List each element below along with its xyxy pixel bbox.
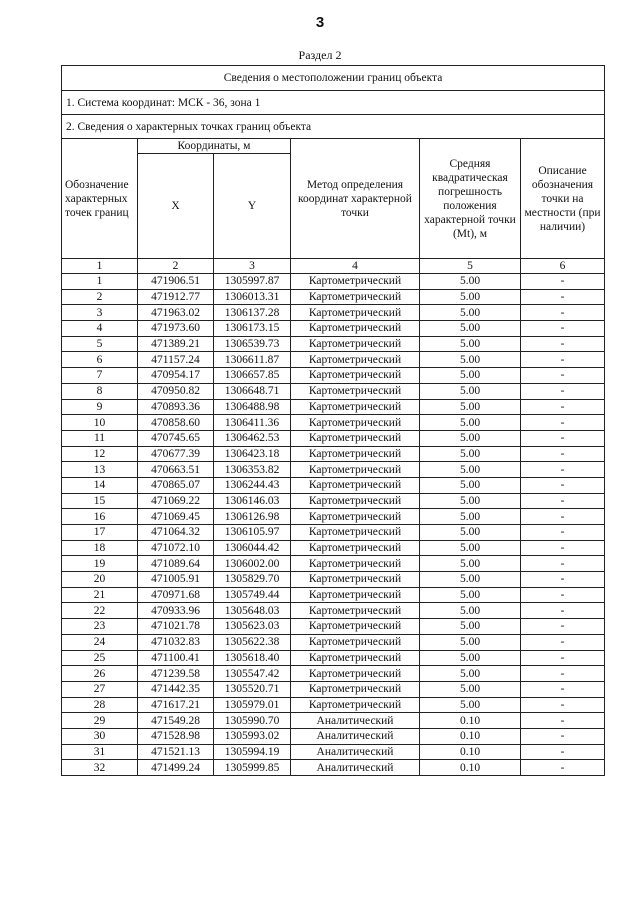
- method: Аналитический: [291, 760, 420, 776]
- error-value: 5.00: [420, 383, 521, 399]
- table-row: [62, 399, 605, 415]
- table-row: [62, 525, 605, 541]
- error-value: 5.00: [420, 540, 521, 556]
- coord-y: 1305547.42: [214, 666, 291, 682]
- description: -: [521, 321, 605, 337]
- coord-y: 1306648.71: [214, 383, 291, 399]
- coord-y: 1306411.36: [214, 415, 291, 431]
- point-number: 10: [62, 415, 138, 431]
- coord-x: 470677.39: [138, 446, 214, 462]
- points-section-heading: 2. Сведения о характерных точках границ объекта: [62, 115, 605, 139]
- method: Картометрический: [291, 697, 420, 713]
- table-row: [62, 681, 605, 697]
- error-value: 5.00: [420, 572, 521, 588]
- method: Картометрический: [291, 289, 420, 305]
- point-number: 8: [62, 383, 138, 399]
- table-row: [62, 336, 605, 352]
- method: Аналитический: [291, 744, 420, 760]
- method: Аналитический: [291, 728, 420, 744]
- point-number: 28: [62, 697, 138, 713]
- error-value: 5.00: [420, 430, 521, 446]
- description: -: [521, 587, 605, 603]
- column-number: 4: [291, 259, 420, 274]
- error-value: 5.00: [420, 446, 521, 462]
- method: Картометрический: [291, 572, 420, 588]
- point-number: 29: [62, 713, 138, 729]
- coord-y: 1306539.73: [214, 336, 291, 352]
- coord-x: 471973.60: [138, 321, 214, 337]
- coord-y: 1306002.00: [214, 556, 291, 572]
- description: -: [521, 650, 605, 666]
- error-value: 5.00: [420, 305, 521, 321]
- point-number: 2: [62, 289, 138, 305]
- method: Картометрический: [291, 540, 420, 556]
- coord-x: 471521.13: [138, 744, 214, 760]
- method: Картометрический: [291, 556, 420, 572]
- error-value: 5.00: [420, 697, 521, 713]
- coord-y: 1305999.85: [214, 760, 291, 776]
- description: -: [521, 540, 605, 556]
- column-number: 6: [521, 259, 605, 274]
- point-number: 32: [62, 760, 138, 776]
- table-row: [62, 744, 605, 760]
- coord-y: 1305749.44: [214, 587, 291, 603]
- table-row: [62, 572, 605, 588]
- point-number: 3: [62, 305, 138, 321]
- coord-y: 1306488.98: [214, 399, 291, 415]
- method: Картометрический: [291, 650, 420, 666]
- coord-y: 1306013.31: [214, 289, 291, 305]
- table-row: [62, 415, 605, 431]
- column-number: 3: [214, 259, 291, 274]
- coord-x: 471089.64: [138, 556, 214, 572]
- coord-x: 470933.96: [138, 603, 214, 619]
- description: -: [521, 289, 605, 305]
- coord-x: 470745.65: [138, 430, 214, 446]
- description: -: [521, 572, 605, 588]
- table-row: [62, 493, 605, 509]
- coord-y: 1306173.15: [214, 321, 291, 337]
- point-number: 18: [62, 540, 138, 556]
- coord-x: 470858.60: [138, 415, 214, 431]
- point-number: 21: [62, 587, 138, 603]
- coord-x: 470663.51: [138, 462, 214, 478]
- boundary-points-table: [61, 65, 605, 776]
- table-row: [62, 305, 605, 321]
- error-value: 0.10: [420, 744, 521, 760]
- header-description: Описание обозначения точки на местности (при наличии): [521, 139, 605, 259]
- description: -: [521, 477, 605, 493]
- coord-y: 1305979.01: [214, 697, 291, 713]
- coord-y: 1306146.03: [214, 493, 291, 509]
- description: -: [521, 666, 605, 682]
- point-number: 26: [62, 666, 138, 682]
- coordinate-system: 1. Система координат: МСК - 36, зона 1: [62, 91, 605, 115]
- table-title-row: [62, 66, 605, 91]
- description: -: [521, 556, 605, 572]
- method: Картометрический: [291, 525, 420, 541]
- error-value: 5.00: [420, 634, 521, 650]
- table-row: [62, 713, 605, 729]
- coord-y: 1306657.85: [214, 368, 291, 384]
- header-point: Обозначение характерных точек границ: [62, 139, 138, 259]
- method: Картометрический: [291, 509, 420, 525]
- table-row: [62, 321, 605, 337]
- point-number: 24: [62, 634, 138, 650]
- coord-y: 1306244.43: [214, 477, 291, 493]
- error-value: 5.00: [420, 493, 521, 509]
- header-error: Средняя квадратическая погрешность положения характерной точки (Mt), м: [420, 139, 521, 259]
- coord-y: 1305648.03: [214, 603, 291, 619]
- coord-y: 1306611.87: [214, 352, 291, 368]
- column-number: 5: [420, 259, 521, 274]
- point-number: 4: [62, 321, 138, 337]
- point-number: 5: [62, 336, 138, 352]
- table-row: [62, 619, 605, 635]
- coord-x: 470954.17: [138, 368, 214, 384]
- point-number: 14: [62, 477, 138, 493]
- coord-y: 1306126.98: [214, 509, 291, 525]
- error-value: 5.00: [420, 462, 521, 478]
- table-row: [62, 728, 605, 744]
- coord-x: 471100.41: [138, 650, 214, 666]
- description: -: [521, 305, 605, 321]
- coord-x: 470950.82: [138, 383, 214, 399]
- description: -: [521, 697, 605, 713]
- error-value: 5.00: [420, 352, 521, 368]
- coord-x: 471963.02: [138, 305, 214, 321]
- description: -: [521, 681, 605, 697]
- table-row: [62, 587, 605, 603]
- description: -: [521, 446, 605, 462]
- coord-x: 471499.24: [138, 760, 214, 776]
- header-coordinates: Координаты, м: [138, 139, 291, 154]
- point-number: 31: [62, 744, 138, 760]
- error-value: 5.00: [420, 681, 521, 697]
- coord-y: 1305618.40: [214, 650, 291, 666]
- table-row: [62, 509, 605, 525]
- method: Картометрический: [291, 383, 420, 399]
- point-number: 7: [62, 368, 138, 384]
- coord-x: 471069.45: [138, 509, 214, 525]
- error-value: 5.00: [420, 666, 521, 682]
- section-label: Раздел 2: [298, 48, 342, 62]
- coord-x: 471906.51: [138, 274, 214, 290]
- table-row: [62, 274, 605, 290]
- description: -: [521, 525, 605, 541]
- point-number: 9: [62, 399, 138, 415]
- description: -: [521, 274, 605, 290]
- error-value: 5.00: [420, 619, 521, 635]
- error-value: 5.00: [420, 274, 521, 290]
- coord-x: 471442.35: [138, 681, 214, 697]
- header-y: Y: [214, 154, 291, 259]
- point-number: 22: [62, 603, 138, 619]
- column-number: 1: [62, 259, 138, 274]
- table-row: [62, 383, 605, 399]
- column-number: 2: [138, 259, 214, 274]
- point-number: 20: [62, 572, 138, 588]
- error-value: 5.00: [420, 650, 521, 666]
- error-value: 0.10: [420, 713, 521, 729]
- point-number: 27: [62, 681, 138, 697]
- table-row: [62, 477, 605, 493]
- method: Картометрический: [291, 666, 420, 682]
- table-row: [62, 760, 605, 776]
- point-number: 11: [62, 430, 138, 446]
- coord-y: 1306353.82: [214, 462, 291, 478]
- coord-x: 471064.32: [138, 525, 214, 541]
- coord-y: 1305993.02: [214, 728, 291, 744]
- point-number: 23: [62, 619, 138, 635]
- method: Картометрический: [291, 415, 420, 431]
- coord-x: 471617.21: [138, 697, 214, 713]
- method: Картометрический: [291, 603, 420, 619]
- method: Картометрический: [291, 493, 420, 509]
- method: Картометрический: [291, 430, 420, 446]
- method: Картометрический: [291, 634, 420, 650]
- table-row: [62, 352, 605, 368]
- error-value: 5.00: [420, 368, 521, 384]
- coord-y: 1305520.71: [214, 681, 291, 697]
- error-value: 5.00: [420, 509, 521, 525]
- table-title: Сведения о местоположении границ объекта: [62, 66, 605, 91]
- coord-y: 1306137.28: [214, 305, 291, 321]
- method: Картометрический: [291, 462, 420, 478]
- description: -: [521, 760, 605, 776]
- point-number: 17: [62, 525, 138, 541]
- description: -: [521, 462, 605, 478]
- description: -: [521, 619, 605, 635]
- point-number: 16: [62, 509, 138, 525]
- method: Картометрический: [291, 368, 420, 384]
- coord-x: 471032.83: [138, 634, 214, 650]
- table-row: [62, 603, 605, 619]
- method: Картометрический: [291, 477, 420, 493]
- point-number: 19: [62, 556, 138, 572]
- point-number: 25: [62, 650, 138, 666]
- method: Картометрический: [291, 274, 420, 290]
- table-row: [62, 289, 605, 305]
- table-row: [62, 540, 605, 556]
- table-row: [62, 697, 605, 713]
- coord-x: 471157.24: [138, 352, 214, 368]
- coord-x: 471528.98: [138, 728, 214, 744]
- error-value: 0.10: [420, 728, 521, 744]
- error-value: 5.00: [420, 556, 521, 572]
- point-number: 30: [62, 728, 138, 744]
- point-number: 1: [62, 274, 138, 290]
- method: Аналитический: [291, 713, 420, 729]
- method: Картометрический: [291, 352, 420, 368]
- description: -: [521, 415, 605, 431]
- coord-y: 1305623.03: [214, 619, 291, 635]
- table-row: [62, 650, 605, 666]
- coord-x: 471072.10: [138, 540, 214, 556]
- coord-y: 1305997.87: [214, 274, 291, 290]
- coord-x: 471239.58: [138, 666, 214, 682]
- points-section-row: [62, 115, 605, 139]
- method: Картометрический: [291, 336, 420, 352]
- error-value: 5.00: [420, 415, 521, 431]
- method: Картометрический: [291, 446, 420, 462]
- coord-x: 470893.36: [138, 399, 214, 415]
- coord-x: 470971.68: [138, 587, 214, 603]
- error-value: 5.00: [420, 587, 521, 603]
- page-number: 3: [315, 14, 325, 31]
- method: Картометрический: [291, 619, 420, 635]
- coord-y: 1305622.38: [214, 634, 291, 650]
- description: -: [521, 634, 605, 650]
- coordinate-system-row: [62, 91, 605, 115]
- error-value: 5.00: [420, 321, 521, 337]
- error-value: 5.00: [420, 603, 521, 619]
- coord-y: 1305829.70: [214, 572, 291, 588]
- error-value: 5.00: [420, 399, 521, 415]
- table-row: [62, 430, 605, 446]
- coord-x: 471912.77: [138, 289, 214, 305]
- point-number: 12: [62, 446, 138, 462]
- method: Картометрический: [291, 321, 420, 337]
- point-number: 6: [62, 352, 138, 368]
- description: -: [521, 368, 605, 384]
- description: -: [521, 509, 605, 525]
- point-number: 13: [62, 462, 138, 478]
- column-number-row: [62, 259, 605, 274]
- header-x: X: [138, 154, 214, 259]
- coord-y: 1306462.53: [214, 430, 291, 446]
- error-value: 5.00: [420, 477, 521, 493]
- coord-x: 470865.07: [138, 477, 214, 493]
- table-row: [62, 556, 605, 572]
- coord-x: 471549.28: [138, 713, 214, 729]
- description: -: [521, 430, 605, 446]
- method: Картометрический: [291, 399, 420, 415]
- header-row-top: [62, 139, 605, 154]
- coord-y: 1306044.42: [214, 540, 291, 556]
- coord-x: 471005.91: [138, 572, 214, 588]
- description: -: [521, 399, 605, 415]
- description: -: [521, 728, 605, 744]
- method: Картометрический: [291, 305, 420, 321]
- table-row: [62, 666, 605, 682]
- table-row: [62, 446, 605, 462]
- description: -: [521, 336, 605, 352]
- description: -: [521, 603, 605, 619]
- description: -: [521, 744, 605, 760]
- coord-x: 471069.22: [138, 493, 214, 509]
- description: -: [521, 383, 605, 399]
- point-number: 15: [62, 493, 138, 509]
- error-value: 5.00: [420, 289, 521, 305]
- header-method: Метод определения координат характерной точки: [291, 139, 420, 259]
- error-value: 5.00: [420, 525, 521, 541]
- error-value: 0.10: [420, 760, 521, 776]
- description: -: [521, 493, 605, 509]
- coord-y: 1306105.97: [214, 525, 291, 541]
- coord-x: 471389.21: [138, 336, 214, 352]
- description: -: [521, 713, 605, 729]
- table-row: [62, 462, 605, 478]
- description: -: [521, 352, 605, 368]
- table-row: [62, 634, 605, 650]
- coord-y: 1305990.70: [214, 713, 291, 729]
- method: Картометрический: [291, 587, 420, 603]
- error-value: 5.00: [420, 336, 521, 352]
- coord-x: 471021.78: [138, 619, 214, 635]
- method: Картометрический: [291, 681, 420, 697]
- coord-y: 1305994.19: [214, 744, 291, 760]
- table-row: [62, 368, 605, 384]
- coord-y: 1306423.18: [214, 446, 291, 462]
